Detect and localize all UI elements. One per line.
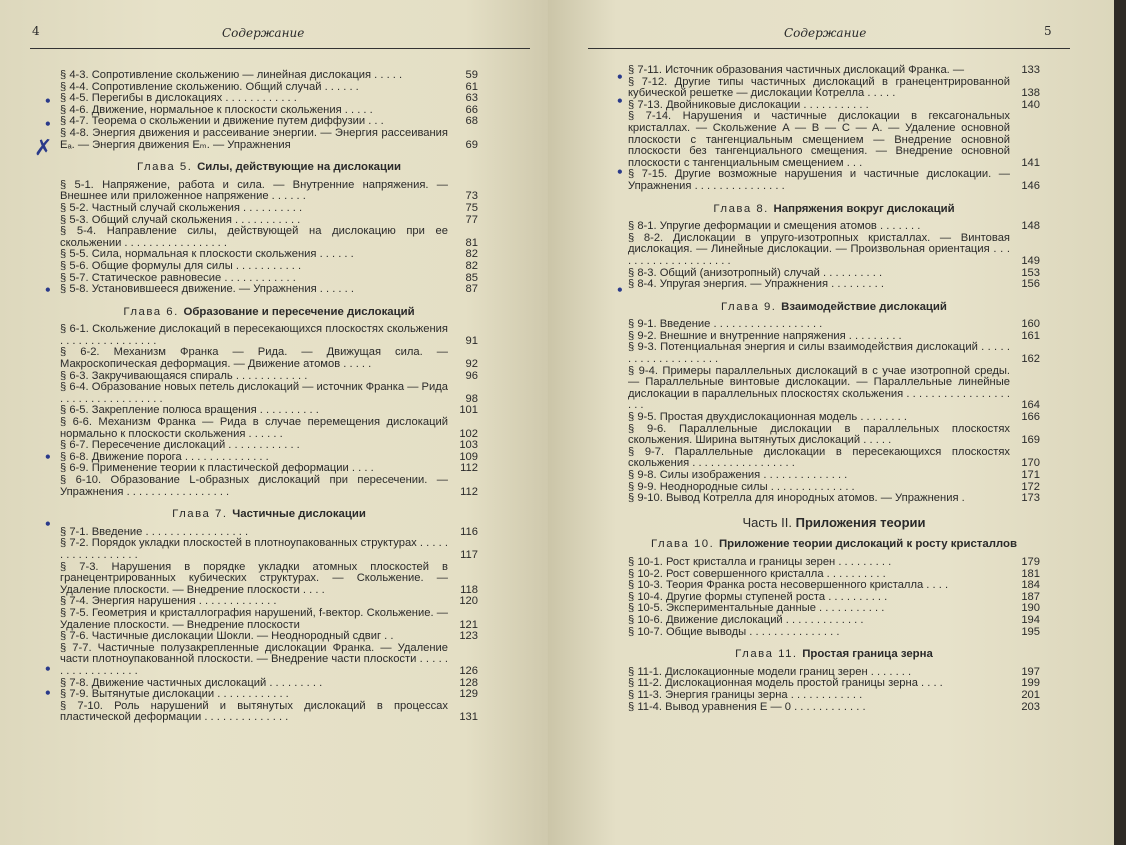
toc-entry — [628, 580, 1040, 592]
chapter-number: Глава 8. — [713, 202, 774, 215]
toc-entry-page: 203 — [1021, 700, 1040, 713]
right-page — [548, 0, 1114, 845]
toc-entry-text: § 9-1. Введение . . . . . . . . . . . . . . . . . . — [628, 318, 823, 331]
chapter-title: Взаимодействие дислокаций — [781, 300, 947, 313]
toc-entry-text: § 6-3. Закручивающаяся спираль . . . . . . . . . . . . — [60, 369, 308, 382]
chapter-title: Приложение теории дислокаций к росту кристаллов — [718, 538, 1017, 551]
toc-entry-text: § 7-2. Порядок укладки плоскостей в плотноупакованных структурах . . . . . . . . . . . . . . . . . . — [60, 537, 448, 561]
chapter-number: Глава 10. — [651, 538, 719, 551]
toc-entry-page: 66 — [465, 103, 478, 116]
toc-entry-page: 112 — [460, 485, 478, 498]
toc-entry-text: § 6-9. Применение теории к пластической деформации . . . . — [60, 462, 374, 475]
ink-cross-mark: ✗ — [34, 136, 53, 161]
toc-entry-page: 126 — [459, 664, 478, 677]
running-head-left: Содержание — [222, 26, 305, 40]
toc-entry-text: § 9-3. Потенциальная энергия и силы взаимодействия дислокаций . . . . . . . . . . . . . . . . . . . . — [628, 341, 1010, 366]
ink-dot-mark: • — [44, 450, 52, 464]
toc-entry — [628, 233, 1040, 268]
page-number-left: 4 — [32, 24, 40, 38]
toc-entry-page: 82 — [465, 248, 478, 261]
chapter-title: Простая граница зерна — [802, 648, 933, 661]
chapter-heading — [60, 509, 478, 521]
toc-entry — [628, 424, 1040, 447]
toc-entry — [628, 279, 1040, 291]
ink-dot-mark: • — [616, 70, 624, 84]
ink-dot-mark: • — [44, 686, 52, 700]
toc-entry-page: 197 — [1021, 665, 1040, 678]
toc-entry-page: 96 — [465, 369, 478, 382]
toc-entry-text: § 8-3. Общий (анизотропный) случай . . . . . . . . . . — [628, 266, 883, 279]
chapter-heading — [628, 204, 1040, 216]
toc-entry-page: 75 — [465, 201, 478, 214]
toc-entry-page: 59 — [465, 69, 478, 81]
toc-entry-text: § 9-10. Вывод Котрелла для инородных атомов. — Упражнения . — [628, 492, 965, 505]
toc-entry-page: 98 — [465, 392, 478, 405]
chapter-heading — [60, 162, 478, 174]
book-edge — [1114, 0, 1126, 845]
ink-dot-mark: • — [44, 283, 52, 297]
toc-entry — [60, 347, 478, 370]
toc-entry — [628, 111, 1040, 169]
toc-entry-page: 103 — [459, 439, 478, 452]
toc-entry — [60, 562, 478, 597]
toc-entry-text: § 10-4. Другие формы ступеней роста . . . . . . . . . . — [628, 590, 888, 603]
toc-right — [628, 65, 1040, 713]
chapter-number: Глава 6. — [123, 305, 184, 318]
toc-entry-page: 77 — [465, 213, 478, 226]
toc-entry-text: § 6-6. Механизм Франка — Рида в случае перемещения дислокаций нормально к плоскости скольжения . . . . . . — [60, 416, 448, 440]
ink-dot-mark: • — [616, 165, 624, 179]
toc-entry-text: § 4-5. Перегибы в дислокациях . . . . . . . . . . . . — [60, 92, 297, 105]
toc-entry-page: 149 — [1021, 254, 1040, 267]
toc-entry — [60, 643, 478, 678]
toc-entry-text: § 6-5. Закрепление полюса вращения . . . . . . . . . . — [60, 404, 319, 417]
ink-dot-mark: • — [44, 517, 52, 531]
chapter-title: Частичные дислокации — [232, 508, 366, 521]
toc-entry — [628, 627, 1040, 639]
toc-entry-text: § 5-4. Направление силы, действующей на дислокацию при ее скольжении . . . . . . . . . . . . . . . . . — [60, 225, 448, 249]
toc-entry-text: § 9-8. Силы изображения . . . . . . . . . . . . . . — [628, 469, 848, 481]
chapter-number: Глава 11. — [735, 648, 803, 661]
toc-entry-text: § 7-10. Роль нарушений и вытянутых дислокаций в процессах пластической деформации . . . . . . . . . . . . . . — [60, 699, 448, 724]
toc-entry-text: § 10-6. Движение дислокаций . . . . . . . . . . . . . — [628, 613, 864, 626]
toc-entry-text: § 4-3. Сопротивление скольжению — линейная дислокация . . . . . — [60, 69, 403, 81]
toc-entry-text: § 5-8. Установившееся движение. — Упражнения . . . . . . — [60, 283, 354, 296]
toc-entry-page: 109 — [459, 450, 478, 463]
toc-entry-page: 181 — [1021, 567, 1040, 580]
chapter-number: Глава 5. — [136, 161, 198, 174]
toc-entry-text: § 6-8. Движение порога . . . . . . . . . . . . . . — [60, 450, 269, 463]
toc-entry — [60, 203, 478, 215]
toc-entry-page: 128 — [459, 676, 478, 689]
chapter-number: Глава 9. — [721, 300, 782, 313]
toc-entry — [60, 324, 478, 347]
toc-entry-text: § 4-4. Сопротивление скольжению. Общий случай . . . . . . — [60, 80, 359, 93]
toc-entry-page: 179 — [1021, 555, 1040, 568]
toc-entry-page: 121 — [459, 618, 478, 631]
toc-entry-page: 73 — [465, 190, 478, 203]
toc-entry — [628, 65, 1040, 77]
chapter-title: Силы, действующие на дислокации — [197, 161, 402, 174]
ink-dot-mark: • — [616, 283, 624, 297]
toc-entry-text: § 11-1. Дислокационные модели границ зерен . . . . . . . — [628, 665, 912, 678]
toc-entry-text: § 10-3. Теория Франка роста несовершенного кристалла . . . . — [628, 579, 949, 592]
toc-entry-text: § 11-2. Дислокационная модель простой границы зерна . . . . — [628, 677, 943, 690]
toc-entry-page: 101 — [459, 404, 478, 417]
toc-entry-page: 129 — [459, 688, 478, 701]
toc-entry — [60, 128, 478, 151]
toc-entry-text: § 7-7. Частичные полузакрепленные дислокации Франка. — Удаление части плотноупакованной плоскости. — Внедрение части плоскости . . . . . . . . . . . . . . . . . . — [60, 641, 448, 677]
chapter-heading — [60, 307, 478, 319]
toc-entry-page: 164 — [1021, 399, 1040, 412]
toc-entry-page: 146 — [1021, 179, 1040, 192]
toc-entry-page: 117 — [460, 548, 478, 561]
toc-entry-page: 112 — [460, 462, 478, 475]
toc-entry — [60, 226, 478, 249]
toc-entry-page: 190 — [1021, 602, 1040, 615]
toc-entry-page: 138 — [1021, 87, 1040, 100]
toc-entry-page: 82 — [465, 259, 478, 272]
toc-entry-text: § 9-5. Простая двухдислокационная модель . . . . . . . . — [628, 411, 907, 424]
toc-entry — [628, 169, 1040, 192]
toc-entry-text: § 5-7. Статическое равновесие . . . . . . . . . . . . — [60, 271, 296, 284]
toc-entry-text: § 7-8. Движение частичных дислокаций . . . . . . . . . — [60, 676, 323, 689]
toc-entry — [60, 689, 478, 701]
toc-entry — [60, 382, 478, 405]
toc-entry-page: 172 — [1021, 480, 1040, 493]
toc-entry-text: § 8-2. Дислокации в упруго-изотропных кристаллах. — Винтовая дислокация. — Линейные дислокации. — Произвольная ориентация . . . . . . . . . . . . . . . . . . . . — [628, 231, 1010, 267]
toc-entry — [628, 470, 1040, 482]
left-page — [0, 0, 548, 845]
toc-entry — [628, 447, 1040, 470]
toc-entry-text: § 11-4. Вывод уравнения E — 0 . . . . . . . . . . . . — [628, 700, 866, 713]
toc-entry-page: 171 — [1021, 469, 1040, 481]
toc-entry-text: § 6-7. Пересечение дислокаций . . . . . . . . . . . . — [60, 439, 300, 452]
ink-dot-mark: • — [44, 662, 52, 676]
toc-entry — [60, 261, 478, 273]
toc-entry — [628, 702, 1040, 714]
toc-entry-page: 156 — [1021, 278, 1040, 291]
chapter-heading — [628, 302, 1040, 314]
toc-entry — [628, 366, 1040, 412]
toc-entry-text: § 9-7. Параллельные дислокации в пересекающихся плоскостях скольжения . . . . . . . . . . . . . . . . . — [628, 445, 1010, 470]
toc-entry-text: § 4-8. Энергия движения и рассеивание энергии. — Энергия рассеивания Eₐ. — Энергия движения Eₘ. — Упражнения — [60, 126, 448, 151]
chapter-title: Образование и пересечение дислокаций — [183, 305, 415, 318]
toc-entry-text: § 7-5. Геометрия и кристаллография нарушений, f-вектор. Скольжение. — Удаление плоскости. — Внедрение плоскости — [60, 606, 448, 631]
toc-entry — [60, 538, 478, 561]
toc-entry — [60, 70, 478, 82]
toc-entry-page: 63 — [465, 92, 478, 105]
toc-entry-page: 148 — [1021, 220, 1040, 233]
toc-entry-text: § 10-2. Рост совершенного кристалла . . . . . . . . . . — [628, 567, 886, 580]
toc-entry-text: § 5-3. Общий случай скольжения . . . . . . . . . . . — [60, 213, 301, 226]
toc-entry-page: 153 — [1021, 266, 1040, 279]
toc-entry-page: 173 — [1021, 492, 1040, 505]
toc-entry — [628, 221, 1040, 233]
toc-entry-page: 201 — [1021, 688, 1040, 701]
toc-entry-text: § 9-4. Примеры параллельных дислокаций в с учае изотропной среды. — Параллельные винтовые дислокации. — Параллельные линейные дислокации в параллельных плоскостях скольжения . . . . . . . . . . . . . . . . . . . . — [628, 364, 1010, 412]
toc-entry — [628, 615, 1040, 627]
toc-entry-text: § 7-14. Нарушения и частичные дислокации в гексагональных кристаллах. — Скольжение A — B — C — A. — Удаление основной плоскости с тангенциальным смещением — Внедрение основной плоскости без тангенциального смещения. — Внедрение основной плоскости с тангенциальным смещением . . . — [628, 110, 1010, 169]
toc-entry-page: 68 — [465, 115, 478, 128]
toc-entry-text: § 7-6. Частичные дислокации Шокли. — Неоднородный сдвиг . . — [60, 630, 394, 643]
ink-dot-mark: • — [44, 117, 52, 131]
toc-entry-page: 162 — [1021, 353, 1040, 366]
toc-entry — [628, 342, 1040, 365]
running-head-right: Содержание — [784, 26, 867, 40]
toc-entry-text: § 4-7. Теорема о скольжении и движение путем диффузии . . . — [60, 115, 384, 128]
toc-entry-text: § 10-1. Рост кристалла и границы зерен . . . . . . . . . — [628, 555, 892, 568]
toc-entry — [60, 701, 478, 724]
toc-entry-page: 131 — [459, 711, 478, 724]
toc-entry — [628, 690, 1040, 702]
toc-entry-page: 160 — [1021, 318, 1040, 331]
toc-entry-page: 141 — [1021, 156, 1040, 169]
toc-entry-text: § 5-6. Общие формулы для силы . . . . . . . . . . . — [60, 259, 302, 272]
toc-entry-page: 123 — [459, 630, 478, 643]
toc-entry-text: § 7-15. Другие возможные нарушения и частичные дислокации. — Упражнения . . . . . . . . . . . . . . . — [628, 168, 1010, 192]
toc-entry-page: 69 — [465, 138, 478, 151]
toc-entry-page: 195 — [1021, 625, 1040, 638]
toc-entry-page: 81 — [465, 236, 478, 249]
toc-entry — [60, 417, 478, 440]
toc-entry-text: § 7-9. Вытянутые дислокации . . . . . . . . . . . . — [60, 688, 289, 701]
toc-entry-page: 116 — [460, 525, 478, 538]
chapter-heading — [628, 539, 1040, 551]
toc-entry-text: § 6-10. Образование L-образных дислокаций при пересечении. — Упражнения . . . . . . . . . . . . . . . . . — [60, 474, 448, 498]
toc-entry-page: 166 — [1021, 411, 1040, 424]
toc-entry-page: 133 — [1021, 64, 1040, 76]
toc-entry-text: § 6-2. Механизм Франка — Рида. — Движущая сила. — Макроскопическая деформация. — Движение атомов . . . . . — [60, 346, 448, 371]
header-rule-left — [30, 48, 530, 49]
toc-entry-page: 187 — [1021, 590, 1040, 603]
ink-dot-mark: • — [616, 94, 624, 108]
toc-entry-page: 102 — [459, 427, 478, 440]
toc-entry — [628, 77, 1040, 100]
toc-entry-text: § 5-2. Частный случай скольжения . . . . . . . . . . — [60, 201, 303, 214]
toc-entry-text: § 5-1. Напряжение, работа и сила. — Внутренние напряжения. — Внешнее или приложенное напряжение . . . . . . — [60, 178, 448, 203]
toc-entry-text: § 4-6. Движение, нормальное к плоскости скольжения . . . . . — [60, 103, 373, 116]
chapter-title: Напряжения вокруг дислокаций — [773, 202, 955, 215]
toc-entry-page: 169 — [1021, 434, 1040, 447]
toc-entry-page: 199 — [1021, 677, 1040, 690]
toc-entry-text: § 9-6. Параллельные дислокации в параллельных плоскостях скольжения. Ширина вытянутых дислокаций . . . . . — [628, 422, 1010, 447]
toc-entry-text: § 8-1. Упругие деформации и смещения атомов . . . . . . . — [628, 220, 921, 233]
toc-entry-text: § 9-2. Внешние и внутренние напряжения . . . . . . . . . — [628, 329, 902, 342]
toc-entry-page: 184 — [1021, 579, 1040, 592]
part-heading — [628, 514, 1040, 530]
toc-entry-text: § 6-1. Скольжение дислокаций в пересекающихся плоскостях скольжения . . . . . . . . . . . . . . . . — [60, 323, 448, 347]
toc-entry-text: § 11-3. Энергия границы зерна . . . . . . . . . . . . — [628, 688, 863, 701]
toc-entry — [60, 475, 478, 498]
toc-entry-page: 118 — [460, 583, 478, 596]
toc-entry-text: § 10-7. Общие выводы . . . . . . . . . . . . . . . — [628, 625, 840, 638]
chapter-heading — [628, 649, 1040, 661]
toc-entry-text: § 8-4. Упругая энергия. — Упражнения . . . . . . . . . — [628, 278, 884, 291]
toc-entry-page: 85 — [465, 271, 478, 284]
toc-entry-page: 194 — [1021, 613, 1040, 626]
toc-entry — [60, 284, 478, 296]
toc-left — [60, 70, 478, 724]
toc-entry-page: 87 — [465, 283, 478, 296]
header-rule-right — [588, 48, 1070, 49]
toc-entry-text: § 7-12. Другие типы частичных дислокаций в гранецентрированной кубической решетке — дислокации Котрелла . . . . . — [628, 75, 1010, 100]
toc-entry-page: 140 — [1021, 98, 1040, 111]
toc-entry-text: § 6-4. Образование новых петель дислокаций — источник Франка — Рида . . . . . . . . . . . . . . . . . — [60, 381, 448, 405]
toc-entry — [628, 557, 1040, 569]
toc-entry-page: 91 — [465, 334, 478, 347]
toc-entry — [60, 631, 478, 643]
toc-entry-text: § 7-4. Энергия нарушения . . . . . . . . . . . . . — [60, 595, 277, 608]
toc-entry — [628, 412, 1040, 424]
toc-entry-page: 161 — [1021, 329, 1040, 342]
toc-entry-page: 120 — [459, 595, 478, 608]
toc-entry — [60, 608, 478, 631]
toc-entry-text: § 5-5. Сила, нормальная к плоскости скольжения . . . . . . — [60, 248, 354, 261]
toc-entry-text: § 7-1. Введение . . . . . . . . . . . . . . . . . — [60, 525, 249, 538]
ink-dot-mark: • — [44, 94, 52, 108]
toc-entry-page: 92 — [465, 358, 478, 371]
part-title: Приложения теории — [795, 514, 926, 530]
toc-entry-text: § 9-9. Неоднородные силы . . . . . . . . . . . . . . — [628, 480, 855, 493]
part-number: Часть II. — [742, 514, 796, 530]
toc-entry-page: 170 — [1021, 457, 1040, 470]
toc-entry-text: § 7-13. Двойниковые дислокации . . . . . . . . . . . — [628, 98, 869, 111]
toc-entry — [60, 180, 478, 203]
toc-entry-text: § 7-3. Нарушения в порядке укладки атомных плоскостей в гранецентрированных кубических структурах. — Скольжение. — Удаление плоскости. — Внедрение плоскости . . . . — [60, 560, 448, 596]
toc-entry-page: 61 — [465, 80, 478, 93]
toc-entry-text: § 10-5. Экспериментальные данные . . . . . . . . . . . — [628, 602, 885, 615]
toc-entry-text: § 7-11. Источник образования частичных дислокаций Франка. — — [628, 64, 965, 76]
page-number-right: 5 — [1044, 24, 1052, 38]
toc-entry — [628, 493, 1040, 505]
chapter-number: Глава 7. — [172, 508, 233, 521]
